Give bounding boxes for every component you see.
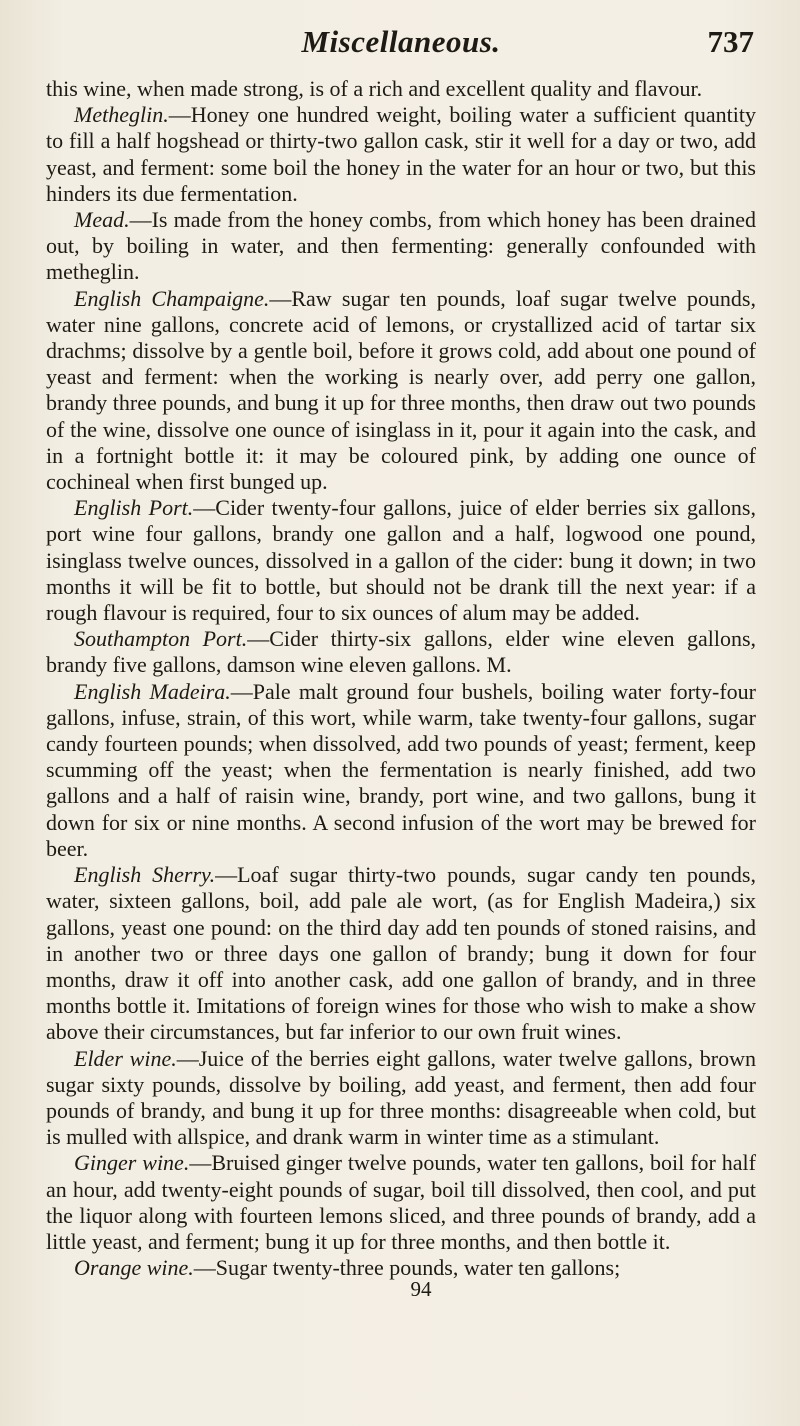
entry-text: this wine, when made strong, is of a rich and excellent quality and flavour. [46,76,703,101]
paragraph-elder-wine [46,1046,756,1151]
paragraph-mead [46,207,756,286]
entry-text: —Cider twenty-four gallons, juice of elder berries six gallons, port wine four gallons, brandy one gallon and a half, logwood one pound, isinglass twelve ounces, dissolved in a gallon of the cider: bung it down; in two months it will be fit to bottle, but should not be drank till the next year: if a rough flavour is required, four to six ounces of alum may be added. [46,495,756,626]
entry-text: —Raw sugar ten pounds, loaf sugar twelve pounds, water nine gallons, concrete acid of lemons, or crystallized acid of tartar six drachms; dissolve by a gentle boil, before it grows cold, add about one pound of yeast and ferment: when the working is nearly over, add perry one gallon, brandy three pounds, and bung it up for three months, then draw out two pounds of the wine, dissolve one ounce of isinglass in it, pour it again into the cask, and in a fortnight bottle it: it may be coloured pink, by adding one ounce of cochineal when first bunged up. [46,285,756,495]
entry-term: Metheglin. [74,102,169,128]
entry-text: —Sugar twenty-three pounds, water ten gallons; [193,1255,621,1281]
running-head [46,18,756,76]
paragraph-metheglin [46,102,756,207]
entry-term: English Champaigne. [74,285,270,311]
entry-term: English Port. [74,495,194,521]
entry-text: —Is made from the honey combs, from which honey has been drained out, by boiling in water, and then fermenting: generally confounded with metheglin. [46,207,756,285]
entry-term: Mead. [74,207,130,233]
entry-text: —Cider thirty-six gallons, elder wine eleven gallons, brandy five gallons, damson wine eleven gallons. M. [46,626,757,678]
body-text [46,76,756,1281]
entry-text: —Juice of the berries eight gallons, water twelve gallons, brown sugar sixty pounds, dissolve by boiling, add yeast, and ferment, then add four pounds of brandy, and bung it up for three months: disagreeable when cold, but is mulled with allspice, and drank warm in winter time as a stimulant. [46,1045,756,1150]
entry-text: —Loaf sugar thirty-two pounds, sugar candy ten pounds, water, sixteen gallons, boil, add pale ale wort, (as for English Madeira,) six gallons, yeast one pound: on the third day add ten pounds of stoned raisins, and in another two or three days one gallon of brandy; bung it down for four months, draw it off into another cask, add one gallon of brandy, and in three months bottle it. Imitations of foreign wines for those who wish to make a show above their circumstances, but far inferior to our own fruit wines. [46,862,756,1045]
entry-term: Ginger wine. [74,1150,190,1176]
entry-term: Southampton Port. [74,626,248,652]
page-number: 737 [707,24,754,59]
paragraph-english-champaigne [46,286,756,496]
paragraph-ginger-wine [46,1150,756,1255]
paragraph-english-sherry [46,862,756,1045]
entry-term: English Madeira. [74,678,231,704]
paragraph-english-madeira [46,679,756,862]
paragraph-continuation [46,76,756,102]
paragraph-southampton-port [46,626,756,678]
entry-term: English Sherry. [74,862,216,888]
entry-text: —Bruised ginger twelve pounds, water ten gallons, boil for half an hour, add twenty-eight pounds of sugar, boil till dissolved, then cool, and put the liquor along with fourteen lemons sliced, and three pounds of brandy, add a little yeast, and ferment; bung it up for three months, and then bottle it. [46,1150,756,1254]
entry-text: —Honey one hundred weight, boiling water a sufficient quantity to fill a half hogshead or thirty-two gallon cask, stir it well for a day or two, add yeast, and ferment: some boil the honey in the water for an hour or two, but this hinders its due fermentation. [46,102,756,206]
page-title: Miscellaneous. [301,24,501,59]
entry-term: Orange wine. [74,1255,194,1281]
entry-term: Elder wine. [74,1045,177,1071]
entry-text: —Pale malt ground four bushels, boiling water forty-four gallons, infuse, strain, of this wort, while warm, take twenty-four gallons, sugar candy fourteen pounds; when dissolved, add two pounds of yeast; ferment, keep scumming off the yeast; when the fermentation is nearly finished, add two gallons and a half of raisin wine, brandy, port wine, and two gallons, bung it down for six or nine months. A second infusion of the wort may be brewed for beer. [46,678,756,861]
signature-mark: 94 [410,1277,432,1302]
paragraph-english-port [46,495,756,626]
